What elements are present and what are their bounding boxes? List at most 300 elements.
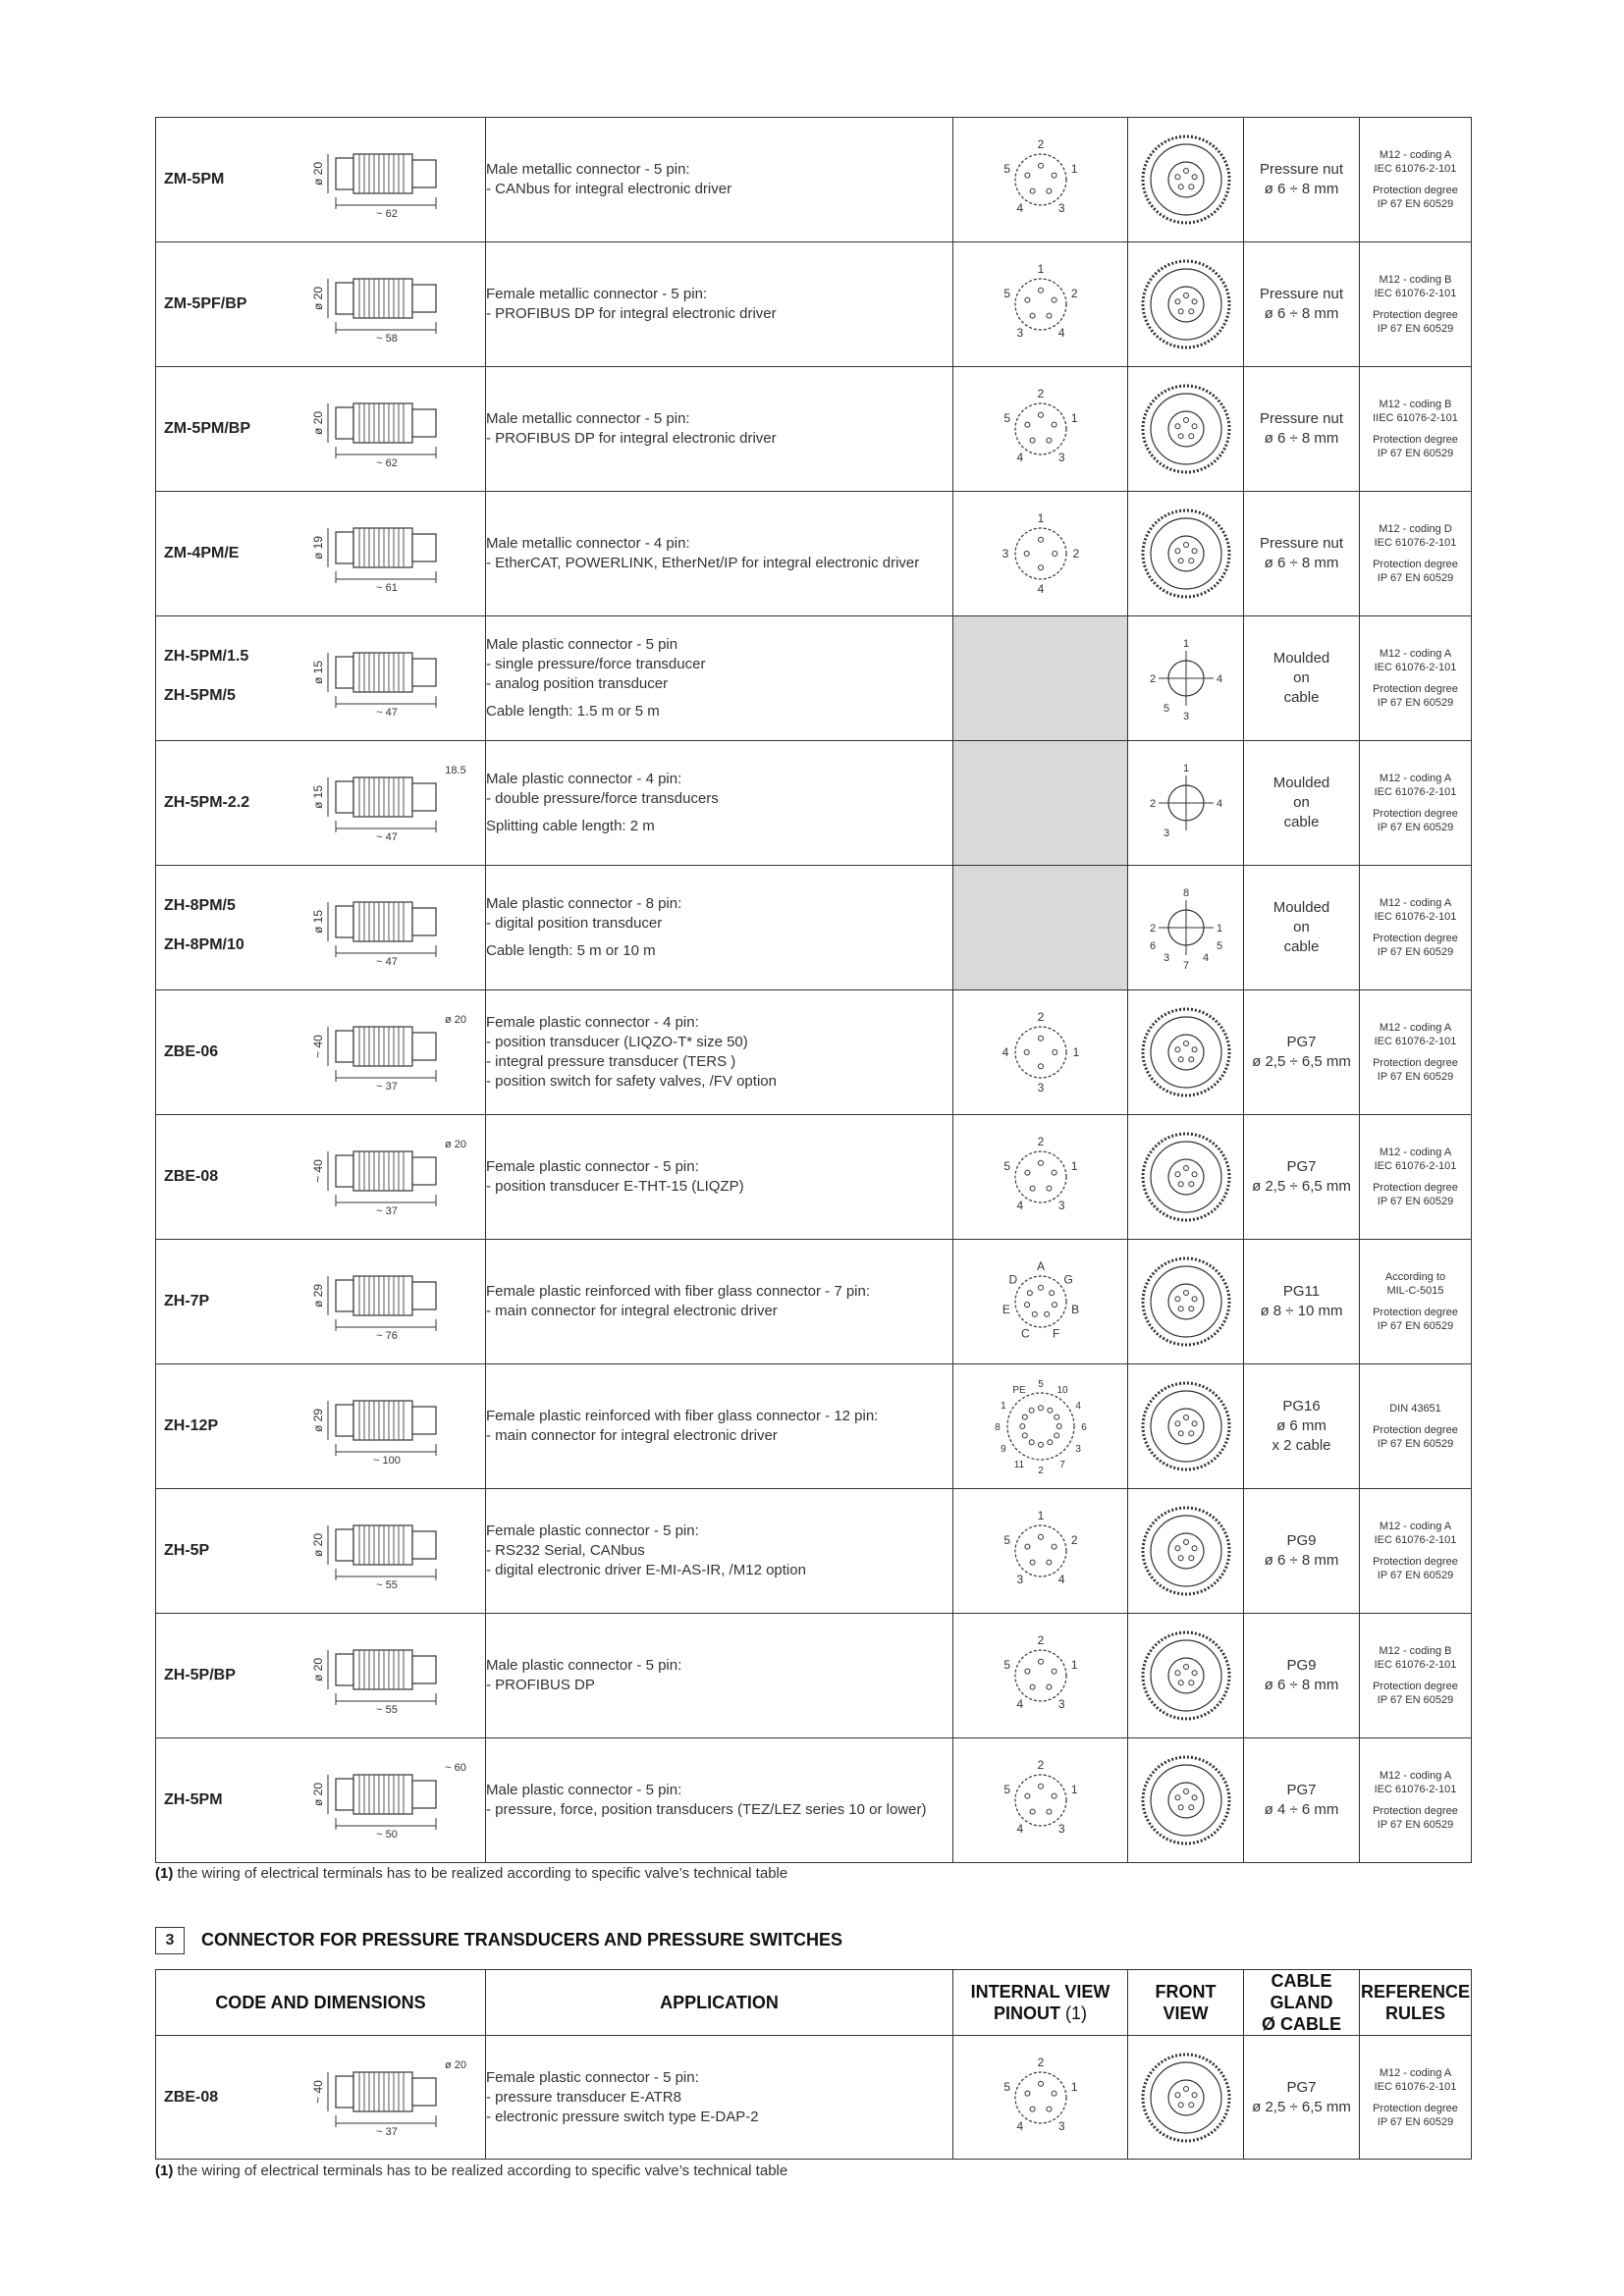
reference-cell <box>1360 990 1472 1115</box>
svg-label: ~ 47 <box>376 956 398 967</box>
pinout-diagram <box>1015 2072 1066 2123</box>
svg-label: ø 20 <box>311 1782 325 1807</box>
application-line: - EtherCAT, POWERLINK, EtherNet/IP for integral electronic driver <box>486 555 920 571</box>
connector-drawing <box>328 1027 436 1082</box>
header-reference: REFERENCE RULES <box>1360 1970 1472 2036</box>
pinout-diagram <box>1015 403 1066 454</box>
svg-label: ~ 40 <box>311 2079 325 2104</box>
reference-cell <box>1360 367 1472 492</box>
svg-label: 5 <box>1216 940 1222 952</box>
ref-line: IP 67 EN 60529 <box>1377 946 1454 958</box>
pinout-diagram <box>1015 528 1066 579</box>
cable-gland-cell <box>1244 367 1360 492</box>
svg-label: 3 <box>1057 1199 1065 1213</box>
cable-gland-cell <box>1244 1240 1360 1364</box>
gland-line: cable <box>1283 689 1320 706</box>
svg-label: 3 <box>1057 2118 1065 2133</box>
gland-line: PG16 <box>1282 1398 1321 1415</box>
code-cell <box>156 866 486 990</box>
svg-label: 2 <box>1149 798 1156 810</box>
dimension-drawing <box>308 390 475 468</box>
connector-drawing <box>328 902 436 957</box>
pinout-diagram <box>1015 1525 1066 1576</box>
ref-line: Protection degree <box>1373 309 1458 321</box>
gland-line: ø 8 ÷ 10 mm <box>1260 1303 1343 1319</box>
gland-line: Moulded <box>1272 899 1330 916</box>
front-view-cell <box>1128 1240 1244 1364</box>
svg-label: 2 <box>1037 1135 1044 1148</box>
ref-line: According to <box>1384 1271 1446 1283</box>
gland-line: PG9 <box>1286 1532 1317 1549</box>
application-line: Male metallic connector - 4 pin: <box>486 535 690 552</box>
svg-label: 3 <box>1163 952 1169 964</box>
application-line: Female plastic connector - 5 pin: <box>486 2068 699 2086</box>
table-row <box>156 242 1472 367</box>
gland-line: on <box>1293 794 1310 811</box>
svg-label: 4 <box>1216 673 1222 685</box>
code-cell <box>156 1115 486 1240</box>
svg-label: ~ 47 <box>376 707 398 718</box>
front-view-diagram <box>1143 1258 1229 1345</box>
svg-label: 2 <box>1070 286 1078 300</box>
cable-gland-cell <box>1244 616 1360 741</box>
pinout-cell <box>953 990 1128 1115</box>
cable-gland-cell <box>1244 118 1360 242</box>
connector-drawing <box>328 777 436 832</box>
svg-label: ~ 37 <box>376 2125 398 2137</box>
svg-label: ø 20 <box>311 286 325 311</box>
svg-label: ~ 60 <box>445 1762 466 1774</box>
ref-line: IP 67 EN 60529 <box>1377 572 1454 584</box>
dimension-drawing <box>308 2058 475 2137</box>
ref-line: Protection degree <box>1373 683 1458 695</box>
ref-line: IP 67 EN 60529 <box>1377 323 1454 335</box>
connector-drawing <box>328 1650 436 1705</box>
svg-label: 1 <box>1070 1158 1078 1173</box>
svg-label: 1 <box>1070 2079 1078 2094</box>
connector-drawing <box>328 1775 436 1830</box>
ref-line: IP 67 EN 60529 <box>1377 1438 1454 1450</box>
ref-line: IEC 61076-2-101 <box>1374 1659 1457 1671</box>
svg-label: ~ 76 <box>376 1330 398 1341</box>
svg-label: 5 <box>1163 703 1169 715</box>
svg-label: 18.5 <box>445 765 466 776</box>
svg-label: ~ 62 <box>376 457 398 468</box>
application-line: - pressure transducer E-ATR8 <box>486 2088 681 2106</box>
ref-line: Protection degree <box>1373 1424 1458 1436</box>
pinout-cell <box>953 1614 1128 1738</box>
svg-label: 5 <box>1002 2079 1010 2094</box>
connector-drawing <box>328 403 436 458</box>
application-line: - analog position transducer <box>486 675 669 692</box>
application-line: - digital position transducer <box>486 915 663 932</box>
pinout-diagram <box>1007 1393 1074 1460</box>
svg-label: 1 <box>1070 1657 1078 1672</box>
dimension-drawing <box>308 1138 475 1216</box>
front-view-cell <box>1128 1364 1244 1489</box>
ref-line: IEC 61076-2-101 <box>1374 288 1457 299</box>
gland-line: PG7 <box>1286 2078 1317 2096</box>
pinout-cell <box>953 1489 1128 1614</box>
ref-line: IEC 61076-2-101 <box>1374 1534 1457 1546</box>
svg-label: 9 <box>1000 1444 1006 1455</box>
gland-line: Pressure nut <box>1259 535 1344 552</box>
reference-cell <box>1360 741 1472 866</box>
front-view-diagram <box>1143 1757 1229 1843</box>
section-number: 3 <box>155 1927 185 1954</box>
ref-line: IP 67 EN 60529 <box>1377 198 1454 210</box>
svg-label: 8 <box>994 1422 1001 1433</box>
front-view-cell <box>1128 242 1244 367</box>
svg-label: 5 <box>1002 410 1010 425</box>
svg-label: 3 <box>1015 326 1023 341</box>
svg-label: 2 <box>1037 1010 1044 1024</box>
product-code: ZM-4PM/E <box>164 545 240 561</box>
svg-label: ~ 55 <box>376 1579 398 1590</box>
ref-line: M12 - coding B <box>1379 399 1452 410</box>
reference-cell <box>1360 1364 1472 1489</box>
cable-gland-cell <box>1244 2036 1360 2160</box>
svg-label: ø 15 <box>311 660 325 685</box>
svg-label: 2 <box>1037 1633 1044 1647</box>
front-view-diagram <box>1143 2055 1229 2141</box>
reference-cell <box>1360 1489 1472 1614</box>
svg-label: 4 <box>1216 798 1222 810</box>
gland-line: x 2 cable <box>1272 1437 1331 1454</box>
ref-line: M12 - coding A <box>1379 897 1452 909</box>
pinout-cell <box>953 367 1128 492</box>
product-code: ZH-5P <box>164 1542 210 1559</box>
cable-gland-cell <box>1244 1614 1360 1738</box>
pinout-diagram <box>1015 1027 1066 1078</box>
header-pinout: INTERNAL VIEW PINOUT (1) <box>953 1970 1128 2036</box>
ref-line: Protection degree <box>1373 1556 1458 1568</box>
reference-cell <box>1360 866 1472 990</box>
cable-gland-cell <box>1244 1489 1360 1614</box>
svg-label: 5 <box>1002 161 1010 176</box>
cable-gland-cell <box>1244 990 1360 1115</box>
gland-line: ø 6 ÷ 8 mm <box>1264 555 1339 571</box>
code-cell <box>156 492 486 616</box>
svg-label: 11 <box>1013 1460 1024 1471</box>
pressure-connector-table <box>155 1969 1472 2160</box>
svg-label: ~ 37 <box>376 1205 398 1216</box>
svg-label: E <box>1001 1303 1010 1317</box>
gland-line: ø 6 ÷ 8 mm <box>1264 181 1339 197</box>
code-cell <box>156 2036 486 2160</box>
connector-drawing <box>328 1151 436 1206</box>
code-cell <box>156 367 486 492</box>
code-cell <box>156 990 486 1115</box>
reference-cell <box>1360 616 1472 741</box>
svg-label: 3 <box>1037 1081 1044 1095</box>
svg-label: ~ 62 <box>376 208 398 219</box>
dimension-drawing <box>308 514 475 593</box>
pinout-cell <box>953 1115 1128 1240</box>
svg-label: 5 <box>1002 286 1010 300</box>
gland-line: ø 4 ÷ 6 mm <box>1264 1801 1339 1818</box>
svg-label: ø 19 <box>311 535 325 561</box>
application-line: Male metallic connector - 5 pin: <box>486 161 690 178</box>
footnote: (1) the wiring of electrical terminals has to be realized according to specific valve’s technical table <box>155 1865 788 1882</box>
svg-label: G <box>1062 1272 1073 1287</box>
ref-line: IEC 61076-2-101 <box>1374 786 1457 798</box>
cable-gland-cell <box>1244 866 1360 990</box>
dimension-drawing <box>308 1013 475 1092</box>
table-row <box>156 866 1472 990</box>
ref-line: IEC 61076-2-101 <box>1374 1160 1457 1172</box>
application-cell <box>486 492 953 616</box>
svg-label: 3 <box>1057 451 1065 465</box>
product-code: ZBE-08 <box>164 2088 219 2106</box>
reference-cell <box>1360 242 1472 367</box>
application-line: Female plastic connector - 5 pin: <box>486 1158 699 1175</box>
gland-line: PG7 <box>1286 1158 1317 1175</box>
front-view-diagram <box>1143 136 1229 223</box>
footnote-2: (1) the wiring of electrical terminals has to be realized according to specific valve’s technical table <box>155 2163 788 2179</box>
svg-label: 2 <box>1037 387 1044 400</box>
svg-label: 4 <box>1037 582 1044 596</box>
svg-label: ~ 47 <box>376 831 398 842</box>
front-view-cell <box>1128 1115 1244 1240</box>
code-cell <box>156 1738 486 1863</box>
application-cell <box>486 367 953 492</box>
cable-gland-cell <box>1244 492 1360 616</box>
ref-line: M12 - coding A <box>1379 2066 1452 2079</box>
svg-label: 4 <box>1015 201 1023 216</box>
svg-label: ø 20 <box>311 1657 325 1682</box>
product-code: ZH-5PM/5 <box>164 687 236 704</box>
svg-label: 2 <box>1037 137 1044 151</box>
application-line: Female metallic connector - 5 pin: <box>486 286 708 302</box>
cable-gland-cell <box>1244 242 1360 367</box>
pinout-cell <box>953 616 1128 741</box>
ref-line: DIN 43651 <box>1389 1403 1441 1415</box>
svg-label: ø 20 <box>311 1532 325 1558</box>
gland-line: ø 2,5 ÷ 6,5 mm <box>1252 2098 1351 2115</box>
ref-line: IP 67 EN 60529 <box>1377 1320 1454 1332</box>
svg-label: ø 15 <box>311 909 325 934</box>
application-cell <box>486 616 953 741</box>
ref-line: M12 - coding A <box>1379 1770 1452 1782</box>
gland-line: cable <box>1283 938 1320 955</box>
svg-label: 1 <box>1037 511 1044 525</box>
application-cell <box>486 1614 953 1738</box>
application-line: - PROFIBUS DP for integral electronic driver <box>486 305 777 322</box>
product-code: ZH-5P/BP <box>164 1667 236 1683</box>
reference-cell <box>1360 118 1472 242</box>
dimension-drawing <box>308 888 475 967</box>
ref-line: IP 67 EN 60529 <box>1377 822 1454 833</box>
ref-line: IP 67 EN 60529 <box>1377 1819 1454 1831</box>
svg-label: 3 <box>1015 1573 1023 1587</box>
reference-cell <box>1360 492 1472 616</box>
reference-cell <box>1360 1738 1472 1863</box>
svg-label: 1 <box>1070 1782 1078 1796</box>
svg-label: 2 <box>1149 923 1156 934</box>
reference-cell <box>1360 1614 1472 1738</box>
ref-line: Protection degree <box>1373 1307 1458 1318</box>
product-code: ZBE-06 <box>164 1043 219 1060</box>
product-code: ZBE-08 <box>164 1168 219 1185</box>
svg-label: ~ 40 <box>311 1035 325 1058</box>
ref-line: Protection degree <box>1373 185 1458 196</box>
connector-drawing <box>328 1525 436 1580</box>
ref-line: IIEC 61076-2-101 <box>1373 412 1458 424</box>
pinout-cell <box>953 741 1128 866</box>
product-code: ZM-5PF/BP <box>164 295 247 312</box>
table-row <box>156 1738 1472 1863</box>
svg-label: ø 20 <box>444 1139 467 1150</box>
dimension-drawing <box>308 265 475 344</box>
application-cell <box>486 118 953 242</box>
ref-line: M12 - coding B <box>1379 1645 1452 1657</box>
table-row <box>156 2036 1472 2160</box>
dimension-drawing <box>308 1512 475 1590</box>
gland-line: Pressure nut <box>1259 286 1344 302</box>
dimension-drawing <box>308 140 475 219</box>
svg-label: 4 <box>1001 1045 1008 1059</box>
application-line: - single pressure/force transducer <box>486 656 706 672</box>
ref-line: IEC 61076-2-101 <box>1374 163 1457 175</box>
svg-label: 1 <box>1072 1045 1079 1059</box>
application-cell <box>486 1240 953 1364</box>
front-view-cell <box>1128 1738 1244 1863</box>
pinout-diagram <box>1015 279 1066 330</box>
ref-line: IEC 61076-2-101 <box>1374 911 1457 923</box>
reference-cell <box>1360 2036 1472 2160</box>
svg-label: 5 <box>1002 1782 1010 1796</box>
pinout-diagram <box>1015 1775 1066 1826</box>
pinout-cell <box>953 242 1128 367</box>
table-row <box>156 1364 1472 1489</box>
svg-label: 1 <box>1037 262 1044 276</box>
table-row <box>156 1240 1472 1364</box>
svg-label: 4 <box>1202 952 1209 964</box>
svg-label: 1 <box>1216 923 1222 934</box>
ref-line: IEC 61076-2-101 <box>1374 537 1457 549</box>
svg-label: 6 <box>1080 1422 1087 1433</box>
svg-label: 7 <box>1182 960 1189 972</box>
dimension-drawing <box>308 1387 475 1466</box>
svg-label: ø 29 <box>311 1283 325 1308</box>
gland-line: ø 6 ÷ 8 mm <box>1264 1552 1339 1569</box>
application-cell <box>486 1489 953 1614</box>
ref-line: M12 - coding B <box>1379 274 1452 286</box>
product-code: ZH-8PM/5 <box>164 897 236 914</box>
application-line: - PROFIBUS DP for integral electronic driver <box>486 430 777 447</box>
dimension-drawing <box>308 1636 475 1715</box>
application-line: Female plastic connector - 5 pin: <box>486 1522 699 1539</box>
pinout-diagram <box>1015 1151 1066 1202</box>
gland-line: on <box>1293 669 1310 686</box>
application-line: - digital electronic driver E-MI-AS-IR, /M12 option <box>486 1562 806 1578</box>
ref-line: Protection degree <box>1373 933 1458 944</box>
dimension-drawing <box>308 1262 475 1341</box>
svg-label: 4 <box>1015 451 1023 465</box>
front-view-diagram <box>1159 775 1214 830</box>
ref-line: IP 67 EN 60529 <box>1377 697 1454 709</box>
ref-line: Protection degree <box>1373 1182 1458 1194</box>
cable-gland-cell <box>1244 741 1360 866</box>
front-view-cell <box>1128 866 1244 990</box>
svg-label: PE <box>1011 1384 1026 1396</box>
svg-label: 5 <box>1002 1158 1010 1173</box>
front-view-diagram <box>1143 1632 1229 1719</box>
table-row <box>156 492 1472 616</box>
svg-label: 2 <box>1072 547 1079 561</box>
svg-label: 4 <box>1015 1697 1023 1712</box>
product-code: ZH-5PM/1.5 <box>164 648 249 665</box>
connector-drawing <box>328 1401 436 1456</box>
gland-line: on <box>1293 919 1310 935</box>
svg-label: F <box>1052 1326 1059 1341</box>
ref-line: M12 - coding A <box>1379 1147 1452 1158</box>
pinout-diagram <box>1015 1650 1066 1701</box>
front-view-diagram <box>1143 510 1229 597</box>
product-code: ZH-7P <box>164 1293 210 1309</box>
application-line: - position switch for safety valves, /FV option <box>486 1073 777 1090</box>
dimension-drawing <box>308 1761 475 1840</box>
reference-cell <box>1360 1115 1472 1240</box>
ref-line: IP 67 EN 60529 <box>1377 2115 1454 2128</box>
svg-label: 3 <box>1057 201 1065 216</box>
front-view-diagram <box>1143 1508 1229 1594</box>
front-view-cell <box>1128 616 1244 741</box>
ref-line: MIL-C-5015 <box>1386 1285 1444 1297</box>
svg-label: 1 <box>1182 638 1189 650</box>
code-cell <box>156 1614 486 1738</box>
gland-line: ø 6 mm <box>1276 1417 1326 1434</box>
application-cell <box>486 1115 953 1240</box>
svg-label: ~ 58 <box>376 333 398 344</box>
gland-line: cable <box>1283 814 1320 830</box>
svg-label: 1 <box>1037 1509 1044 1522</box>
front-view-cell <box>1128 367 1244 492</box>
front-view-cell <box>1128 2036 1244 2160</box>
svg-label: 4 <box>1015 1199 1023 1213</box>
application-line: - pressure, force, position transducers (TEZ/LEZ series 10 or lower) <box>486 1801 927 1818</box>
cable-gland-cell <box>1244 1115 1360 1240</box>
reference-cell <box>1360 1240 1472 1364</box>
svg-label: ~ 55 <box>376 1704 398 1715</box>
application-cell <box>486 242 953 367</box>
pinout-cell <box>953 866 1128 990</box>
svg-label: 3 <box>1057 1822 1065 1837</box>
svg-label: ~ 37 <box>376 1081 398 1092</box>
gland-line: PG11 <box>1282 1283 1321 1300</box>
table-row <box>156 741 1472 866</box>
ref-line: IEC 61076-2-101 <box>1374 1036 1457 1047</box>
ref-line: M12 - coding D <box>1379 523 1452 535</box>
application-cell <box>486 1364 953 1489</box>
connector-table <box>155 117 1472 1863</box>
svg-label: ~ 100 <box>373 1455 401 1466</box>
table-row <box>156 367 1472 492</box>
cable-gland-cell <box>1244 1738 1360 1863</box>
svg-label: 4 <box>1015 2118 1023 2133</box>
svg-label: 5 <box>1002 1532 1010 1547</box>
table-row <box>156 1614 1472 1738</box>
svg-label: A <box>1036 1259 1045 1273</box>
product-code: ZH-8PM/10 <box>164 936 244 953</box>
svg-label: 4 <box>1057 1573 1065 1587</box>
code-cell <box>156 616 486 741</box>
ref-line: IP 67 EN 60529 <box>1377 1694 1454 1706</box>
pinout-diagram <box>1015 1276 1066 1327</box>
product-code: ZH-12P <box>164 1417 219 1434</box>
svg-label: ø 15 <box>311 784 325 810</box>
